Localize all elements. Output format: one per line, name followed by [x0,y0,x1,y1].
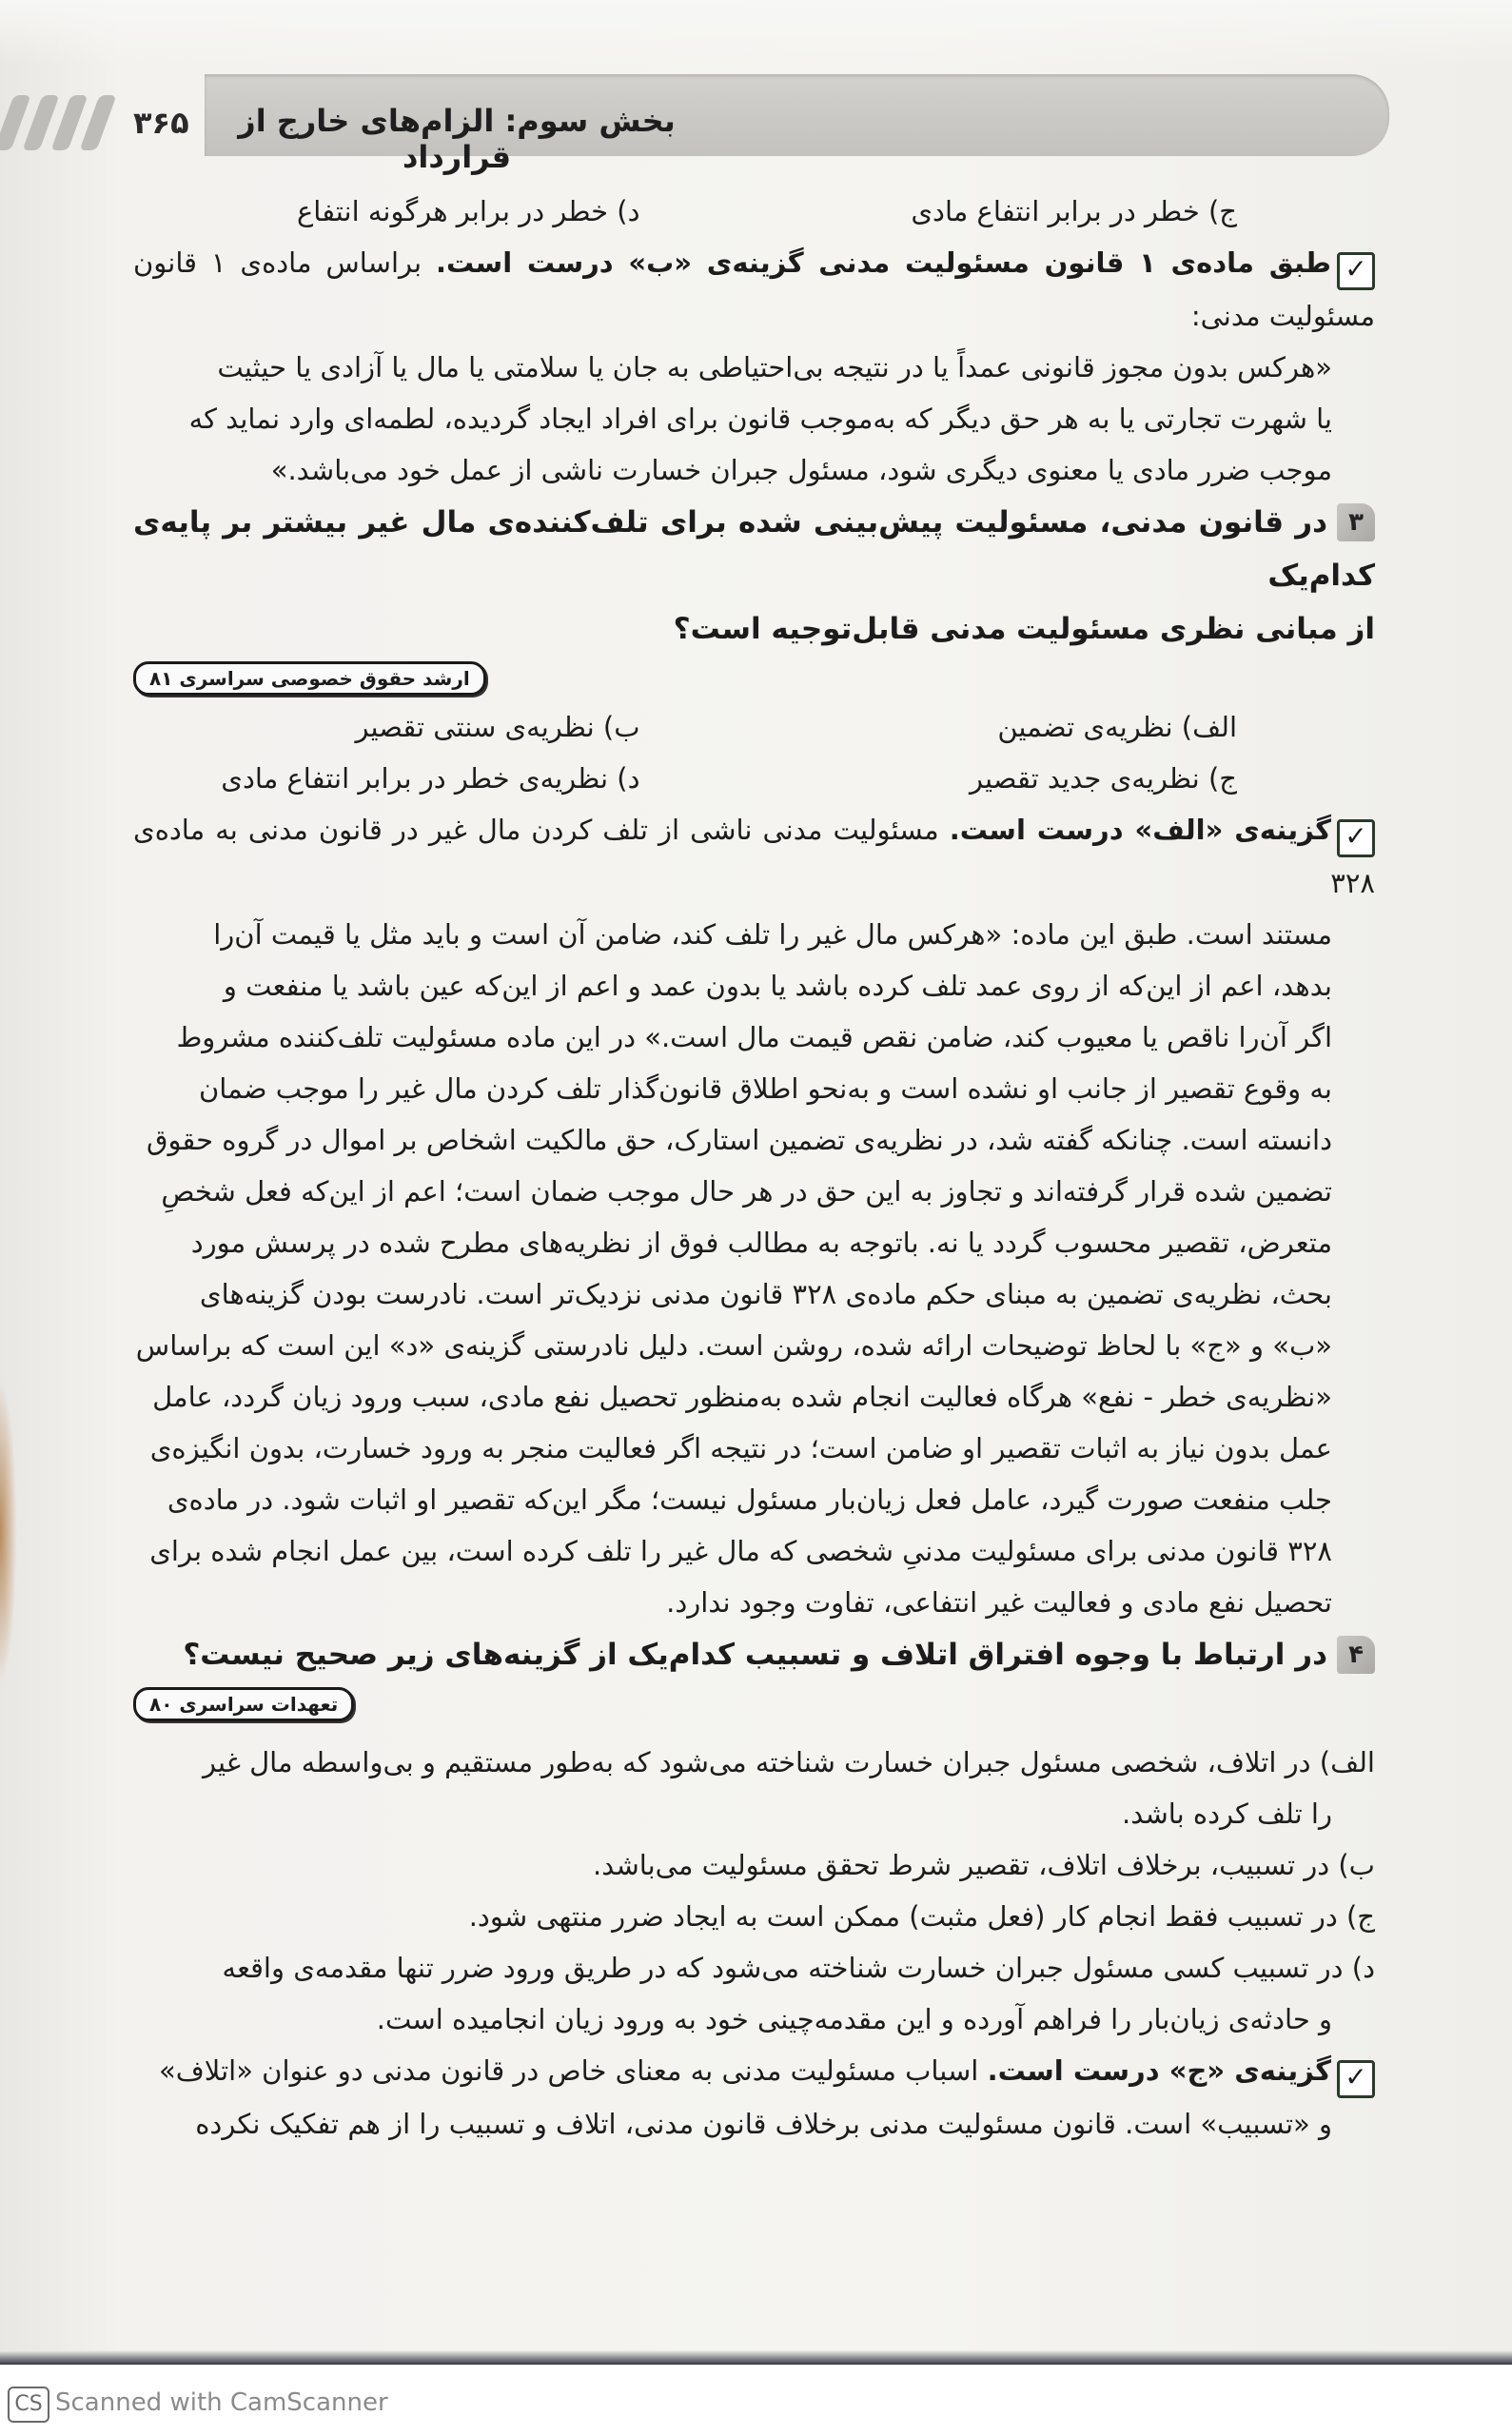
question-number: ۳ [1337,503,1375,541]
paragraph-line: یا شهرت تجارتی یا به هر حق دیگر که به‌موجب قانون برای افراد ایجاد گردیده، لطمه‌ای وارد نماید که [188,403,1332,435]
paragraph-line: «نظریه‌ی خطر - نفع» هرگاه فعالیت انجام شده به‌منظور تحصیل نفع مادی، سبب ورود زیان گردد، عامل [152,1381,1332,1413]
answer-lead: طبق ماده‌ی ۱ قانون مسئولیت مدنی گزینه‌ی «ب» درست است. [435,246,1331,279]
source-row [133,1681,1375,1737]
camscanner-logo-icon: CS [8,2387,49,2423]
options-row-cd [133,186,1375,237]
answer-text: اسباب مسئولیت مدنی به معنای خاص در قانون مدنی دو عنوان «اتلاف» [158,2054,979,2087]
question-3 [133,496,1375,602]
option-d-cont: و حادثه‌ی زیان‌بار را فراهم آورده و این مقدمه‌چینی خود به ورود زیان انجامیده است. [376,2003,1332,2035]
paragraph-line: «ب» و «ج» با لحاظ توضیحات ارائه شده، روشن است. دلیل نادرستی گزینه‌ی «د» این است که براساس [135,1329,1332,1362]
source-row [133,656,1375,701]
paragraph-line: دانسته است. چنانکه گفته شد، در نظریه‌ی تضمین استارک، حق مالکیت اشخاص بر اموال در گروه حقوق [146,1124,1332,1156]
option-d: د) نظریه‌ی خطر در برابر انتفاع مادی [221,762,640,795]
paragraph-line: بدهد، اعم از این‌که از روی عمد تلف کرده باشد یا بدون عمد و اعم از این‌که عین باشد یا منفعت و [223,970,1332,1002]
paragraph-line: متعرض، تقصیر محسوب گردد یا نه. باتوجه به مطالب فوق از نظریه‌های مطرح شده در پرسش مورد [190,1227,1332,1259]
question-3-cont: از مبانی نظری مسئولیت مدنی قابل‌توجیه است؟ [673,612,1375,646]
check-box-icon: ✓ [1337,252,1375,290]
page-number: ۳۶۵ [133,105,189,141]
option-a: الف) نظریه‌ی تضمین [997,711,1237,743]
answer-text: براساس ماده‌ی ۱ قانون مسئولیت مدنی: [133,246,1375,332]
paragraph-line: و «تسبیب» است. قانون مسئولیت مدنی برخلاف قانون مدنی، اتلاف و تسبیب را از هم تفکیک نکرده [195,2108,1332,2140]
paragraph-line: موجب ضرر مادی یا معنوی دیگری شود، مسئول جبران خسارت ناشی از عمل خود می‌باشد.» [270,454,1332,486]
paragraph-line: ۳۲۸ قانون مدنی برای مسئولیت مدنیِ شخصی که مال غیر را تلف کرده است، بین عمل انجام شده برای [149,1535,1332,1567]
paragraph-line: به وقوع تقصیر از جانب او نشده است و به‌نحو اطلاق قانون‌گذار تلف کردن مال غیر را موجب ضمان [198,1072,1332,1105]
answer-lead: گزینه‌ی «ج» درست است. [987,2054,1331,2087]
running-title: بخش سوم: الزام‌های خارج از قرارداد [238,103,676,175]
answer-line [133,804,1375,909]
paragraph-line: جلب منفعت صورت گیرد، عامل فعل زیان‌بار مسئول نیست؛ مگر این‌که تقصیر او اثبات شود. در ماده‌ی [167,1483,1332,1516]
page-top-shade [0,0,1512,67]
question-text: در ارتباط با وجوه افتراق اتلاف و تسبیب کدام‌یک از گزینه‌های زیر صحیح نیست؟ [183,1638,1327,1672]
finger-shadow [0,1380,17,1684]
paragraph-line: عمل بدون نیاز به اثبات تقصیر او ضامن است؛ در نتیجه اگر فعالیت منجر به ورود خسارت، بدون انگیزه‌ی [149,1432,1332,1464]
scanner-watermark-text: Scanned with CamScanner [55,2388,388,2417]
paragraph-line: «هرکس بدون مجوز قانونی عمداً یا در نتیجه بی‌احتیاطی به جان یا سلامتی یا مال یا آزادی یا حیثیت [217,351,1332,383]
answer-lead: گزینه‌ی «الف» درست است. [949,814,1332,846]
question-number: ۴ [1337,1636,1375,1674]
option-a: الف) در اتلاف، شخصی مسئول جبران خسارت شناخته می‌شود که به‌طور مستقیم و بی‌واسطه مال غیر [202,1746,1375,1778]
paragraph-line: تضمین شده قرار گرفته‌اند و تجاوز به این حق در هر حال موجب ضمان است؛ اعم از این‌که فعل شخصِ [161,1175,1332,1208]
option-a-cont: را تلف کرده باشد. [1122,1798,1332,1830]
paragraph-line: اگر آن‌را ناقص یا معیوب کند، ضامن نقص قیمت مال است.» در این ماده مسئولیت تلف‌کننده مشروط [176,1021,1332,1053]
option-d: د) خطر در برابر هرگونه انتفاع [296,195,640,227]
option-c: ج) در تسبیب فقط انجام کار (فعل مثبت) ممکن است به ایجاد ضرر منتهی شود. [468,1900,1375,1933]
option-d: د) در تسبیب کسی مسئول جبران خسارت شناخته می‌شود که در طریق ورود ضرر تنها مقدمه‌ی واقعه [222,1952,1375,1984]
options-row-ab [133,701,1375,753]
answer-text: مسئولیت مدنی ناشی از تلف کردن مال غیر در قانون مدنی به ماده‌ی ۳۲۸ [133,814,1375,899]
option-c: ج) خطر در برابر انتفاع مادی [911,195,1237,227]
option-c: ج) نظریه‌ی جدید تقصیر [970,762,1237,795]
option-b: ب) در تسبیب، برخلاف اتلاف، تقصیر شرط تحقق مسئولیت می‌باشد. [593,1849,1375,1881]
source-tag: تعهدات سراسری ۸۰ [133,1687,354,1721]
answer-line [133,237,1375,342]
source-tag: ارشد حقوق خصوصی سراسری ۸۱ [133,661,486,696]
paragraph-line: تحصیل نفع مادی و فعالیت غیر انتفاعی، تفاوت وجود ندارد. [666,1586,1332,1619]
options-row-cd [133,753,1375,804]
option-b: ب) نظریه‌ی سنتی تقصیر [355,711,640,743]
check-box-icon: ✓ [1337,819,1375,857]
question-text: در قانون مدنی، مسئولیت پیش‌بینی شده برای تلف‌کننده‌ی مال غیر بیشتر بر پایه‌ی کدام‌یک [133,505,1375,593]
header-decoration [0,95,114,152]
answer-line [133,2045,1375,2098]
check-box-icon: ✓ [1337,2060,1375,2098]
paragraph-line: مستند است. طبق این ماده: «هرکس مال غیر را تلف کند، ضامن آن است و باید مثل یا قیمت آن‌را [213,918,1332,951]
page-bottom-edge [0,2350,1512,2365]
page-content [133,186,1375,2150]
paragraph-line: بحث، نظریه‌ی تضمین به مبنای حکم ماده‌ی ۳۲۸ قانون مدنی نزدیک‌تر است. نادرست بودن گزینه‌های [199,1278,1332,1310]
question-4 [133,1628,1375,1681]
